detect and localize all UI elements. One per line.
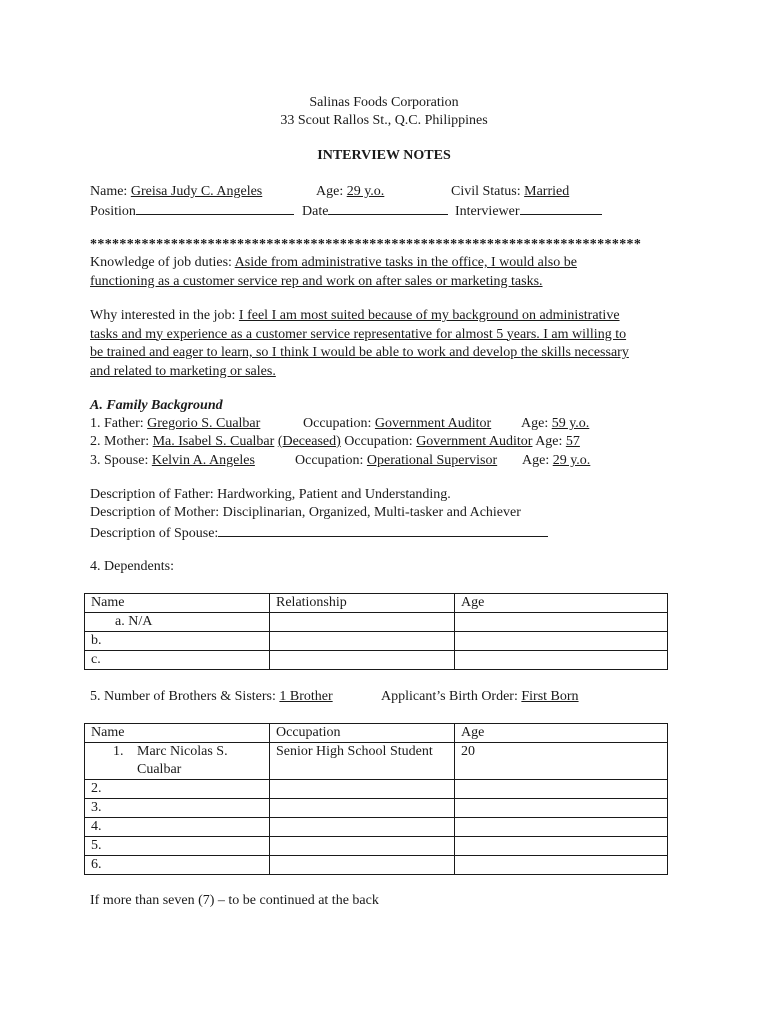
mother-description: Description of Mother: Disciplinarian, Organized, Multi-tasker and Achiever (90, 505, 521, 520)
siblings-count-field (90, 688, 333, 706)
sibling-number: 1. (113, 744, 124, 759)
job-interest-line1: I feel I am most suited because of my background on administrative (238, 308, 620, 323)
date-blank (328, 201, 448, 215)
job-knowledge-line1: Aside from administrative tasks in the office, I would also be (234, 255, 577, 270)
job-knowledge-line2: functioning as a customer service rep and work on after sales or marketing tasks. (90, 273, 543, 289)
father-occupation-label: Occupation: (303, 416, 372, 431)
header-relationship: Relationship (270, 594, 455, 613)
dependent-relationship (270, 632, 455, 651)
spouse-age: 29 y.o. (552, 453, 591, 468)
spouse-name: Kelvin A. Angeles (151, 453, 255, 468)
header-occupation: Occupation (270, 724, 455, 743)
table-row (85, 613, 668, 632)
civil-status-value: Married (524, 184, 570, 199)
spouse-description-blank (218, 523, 548, 537)
birth-order: First Born (521, 689, 579, 704)
father-occupation-field (303, 415, 491, 433)
civil-status-field (451, 183, 569, 201)
dependent-relationship (270, 651, 455, 670)
dependent-age (455, 651, 668, 670)
sibling-name: 3. (85, 799, 270, 818)
sibling-occupation (270, 780, 455, 799)
table-row (85, 780, 668, 799)
name-label: Name: (90, 184, 128, 199)
table-row (85, 632, 668, 651)
mother-occupation: Government Auditor (416, 434, 533, 449)
mother-status: (Deceased) (277, 434, 341, 449)
table-row (85, 837, 668, 856)
separator-line: *************************************************************************** (90, 237, 642, 252)
mother-row (90, 433, 580, 451)
age-value: 29 y.o. (346, 184, 385, 199)
header-name: Name (85, 724, 270, 743)
sibling-age (455, 799, 668, 818)
sibling-occupation: Senior High School Student (270, 743, 455, 780)
dependent-name: c. (85, 651, 270, 670)
dependent-age (455, 613, 668, 632)
sibling-age (455, 818, 668, 837)
table-header-row (85, 594, 668, 613)
date-field (302, 201, 448, 221)
interviewer-label: Interviewer (455, 204, 520, 219)
interviewer-field (455, 201, 602, 221)
table-row (85, 651, 668, 670)
sibling-name-line1: Marc Nicolas S. (137, 744, 228, 759)
mother-age-label: Age: (535, 434, 563, 449)
sibling-occupation (270, 818, 455, 837)
siblings-count-label: 5. Number of Brothers & Sisters: (90, 689, 276, 704)
birth-order-field (381, 688, 579, 706)
age-label: Age: (316, 184, 344, 199)
position-field (90, 201, 294, 221)
spouse-occupation-label: Occupation: (295, 453, 364, 468)
siblings-table (84, 723, 668, 875)
job-knowledge-section (90, 254, 690, 291)
sibling-occupation (270, 799, 455, 818)
header-age: Age (455, 594, 668, 613)
table-row (85, 856, 668, 875)
job-interest-line3: be trained and eager to learn, so I think I would be able to work and develop the skills necessary (90, 345, 629, 360)
sibling-name (85, 743, 270, 780)
siblings-count: 1 Brother (279, 689, 333, 704)
sibling-age (455, 856, 668, 875)
date-label: Date (302, 204, 329, 219)
family-background-heading: A. Family Background (90, 398, 223, 413)
sibling-name: 5. (85, 837, 270, 856)
job-interest-line4: and related to marketing or sales. (90, 363, 276, 379)
sibling-age: 20 (455, 743, 668, 780)
sibling-name: 2. (85, 780, 270, 799)
spouse-occupation-field (295, 452, 497, 470)
father-name: Gregorio S. Cualbar (147, 416, 261, 431)
job-interest-section (90, 307, 700, 381)
company-name: Salinas Foods Corporation (309, 95, 459, 110)
age-field (316, 183, 384, 201)
footer-note: If more than seven (7) – to be continued at the back (90, 893, 379, 908)
dependent-name: a. N/A (85, 613, 270, 632)
position-blank (136, 201, 294, 215)
position-label: Position (90, 204, 136, 219)
name-value: Greisa Judy C. Angeles (130, 184, 263, 199)
spouse-description-label: Description of Spouse: (90, 526, 219, 541)
header-name: Name (85, 594, 270, 613)
dependent-name: b. (85, 632, 270, 651)
spouse-row (90, 452, 255, 470)
dependent-relationship (270, 613, 455, 632)
sibling-age (455, 780, 668, 799)
name-field (90, 183, 262, 201)
spouse-description (90, 523, 548, 543)
table-header-row (85, 724, 668, 743)
civil-status-label: Civil Status: (451, 184, 521, 199)
company-address: 33 Scout Rallos St., Q.C. Philippines (280, 113, 488, 128)
birth-order-label: Applicant’s Birth Order: (381, 689, 518, 704)
spouse-occupation: Operational Supervisor (366, 453, 498, 468)
father-age: 59 y.o. (551, 416, 590, 431)
table-row (85, 743, 668, 780)
father-age-field (521, 415, 589, 433)
document-title: INTERVIEW NOTES (317, 148, 451, 163)
sibling-occupation (270, 856, 455, 875)
job-knowledge-label: Knowledge of job duties: (90, 255, 232, 270)
mother-name: Ma. Isabel S. Cualbar (152, 434, 275, 449)
mother-occupation-label: Occupation: (344, 434, 413, 449)
father-description: Description of Father: Hardworking, Patient and Understanding. (90, 487, 451, 502)
table-row (85, 799, 668, 818)
dependent-age (455, 632, 668, 651)
dependents-table (84, 593, 668, 670)
mother-label: 2. Mother: (90, 434, 150, 449)
interviewer-blank (520, 201, 602, 215)
job-interest-label: Why interested in the job: (90, 308, 236, 323)
father-row (90, 415, 260, 433)
father-age-label: Age: (521, 416, 549, 431)
sibling-name: 4. (85, 818, 270, 837)
father-label: 1. Father: (90, 416, 144, 431)
dependents-heading: 4. Dependents: (90, 559, 174, 574)
sibling-occupation (270, 837, 455, 856)
spouse-age-field (522, 452, 590, 470)
mother-age: 57 (565, 434, 580, 449)
job-interest-line2: tasks and my experience as a customer service representative for almost 5 years. I am willing to (90, 326, 627, 342)
sibling-age (455, 837, 668, 856)
sibling-name: 6. (85, 856, 270, 875)
spouse-label: 3. Spouse: (90, 453, 149, 468)
sibling-name-line2: Cualbar (137, 762, 182, 777)
table-row (85, 818, 668, 837)
father-occupation: Government Auditor (374, 416, 492, 431)
header-age: Age (455, 724, 668, 743)
spouse-age-label: Age: (522, 453, 550, 468)
